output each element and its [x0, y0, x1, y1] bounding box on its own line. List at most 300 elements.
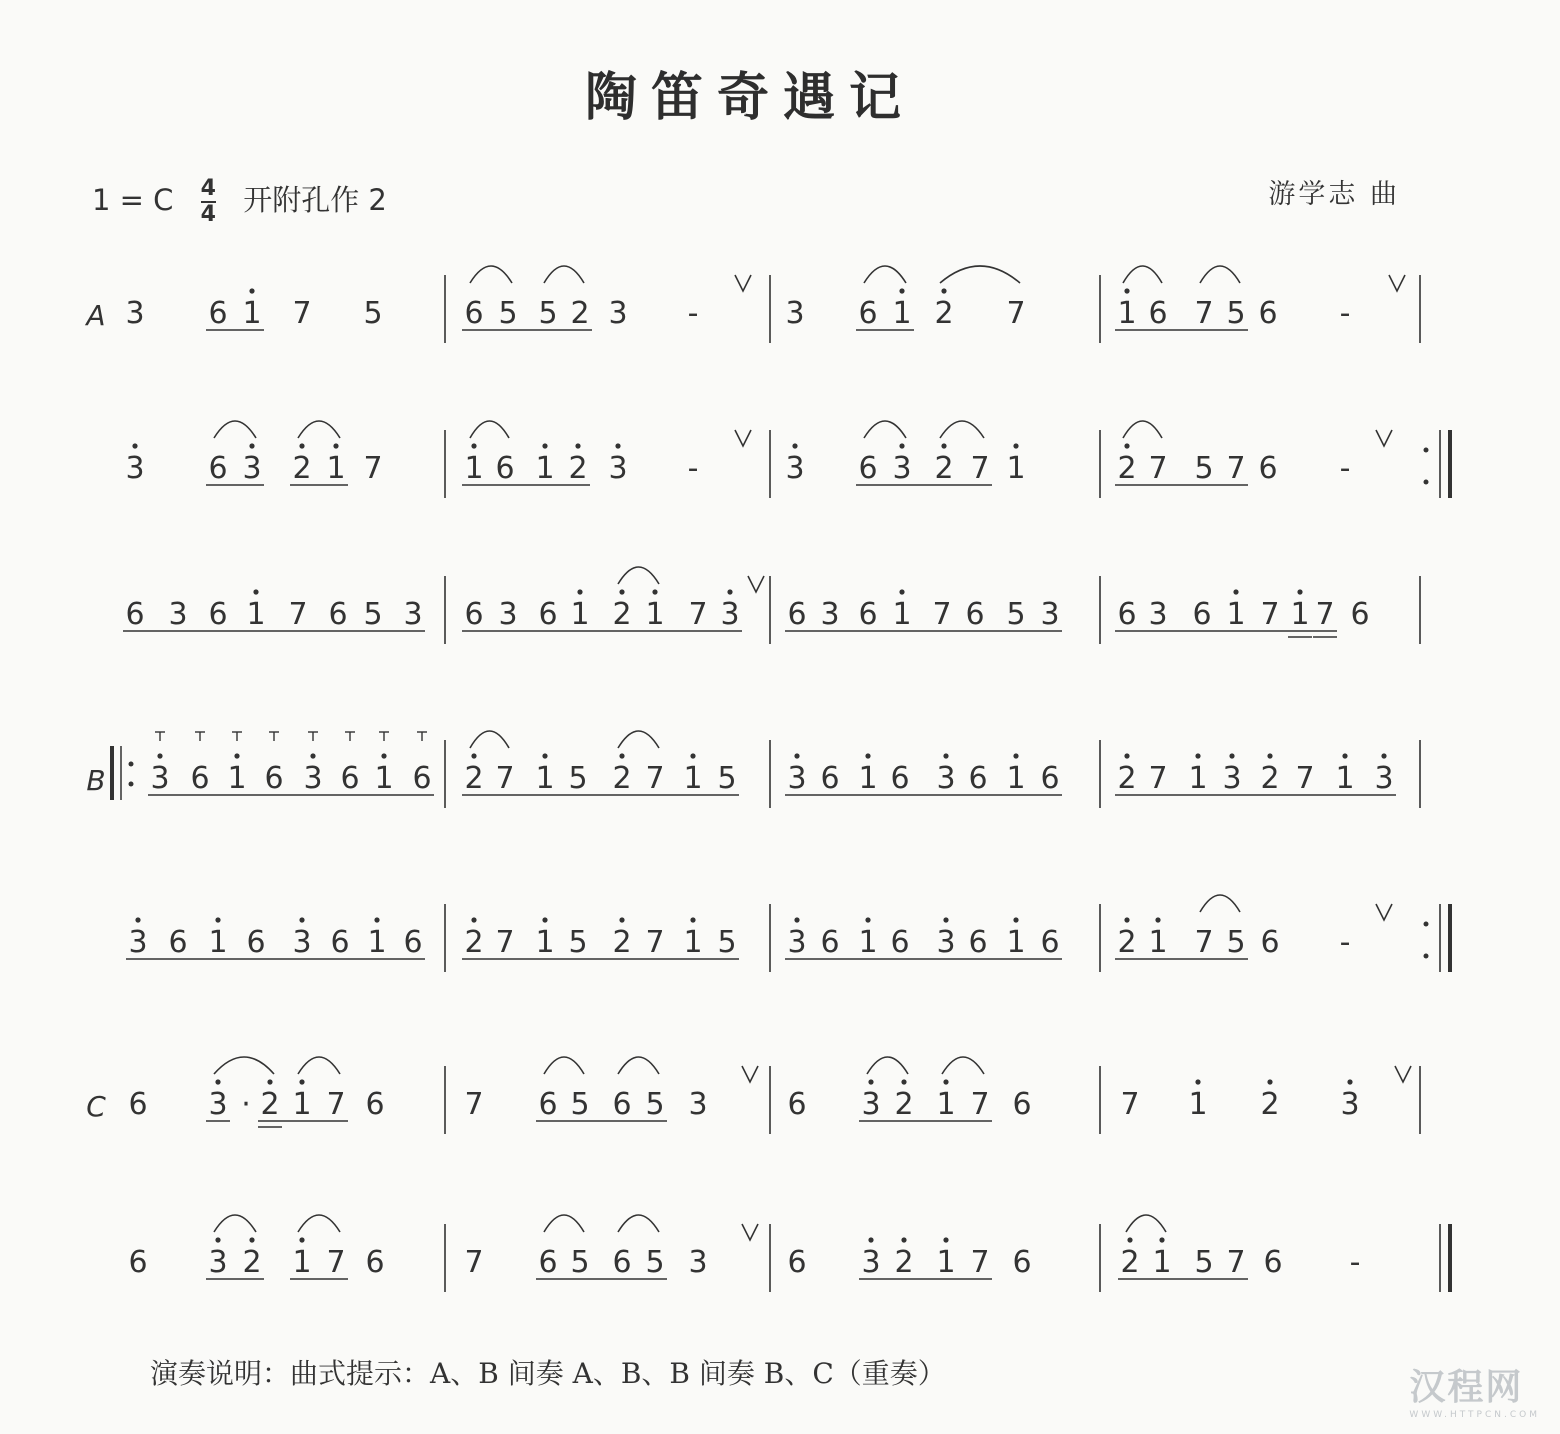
note: 1 [292, 1087, 312, 1122]
octave-dot [381, 753, 386, 758]
note: 7 [326, 1087, 346, 1122]
note: 7 [932, 597, 952, 632]
note: 7 [645, 925, 665, 960]
note: 6 [365, 1245, 385, 1280]
octave-dot [1195, 753, 1200, 758]
note: 1 [1117, 296, 1137, 331]
note: 1 [936, 1245, 956, 1280]
note: 1 [1188, 761, 1208, 796]
slur [618, 1057, 659, 1074]
note: 6 [787, 1245, 807, 1280]
octave-dot [1159, 1237, 1164, 1242]
octave-dot [1013, 917, 1018, 922]
note: 3 [128, 925, 148, 960]
note: 6 [1040, 761, 1060, 796]
octave-dot [943, 1237, 948, 1242]
note: 7 [1226, 451, 1246, 486]
note: 2 [612, 597, 632, 632]
note: 6 [1012, 1245, 1032, 1280]
note: 2 [612, 761, 632, 796]
note: 3 [1340, 1087, 1360, 1122]
octave-dot [943, 753, 948, 758]
note: 1 [1335, 761, 1355, 796]
sustain-dash: - [687, 451, 699, 486]
note: 1 [1006, 925, 1026, 960]
note: 1 [242, 296, 262, 331]
note: 7 [326, 1245, 346, 1280]
note: 2 [934, 296, 954, 331]
octave-dot [865, 753, 870, 758]
note: 3 [292, 925, 312, 960]
note: 6 [365, 1087, 385, 1122]
note: 5 [363, 597, 383, 632]
slur [470, 266, 512, 283]
octave-dot [135, 917, 140, 922]
sustain-dash: - [1349, 1245, 1361, 1280]
slur [298, 1057, 340, 1074]
note: 6 [538, 597, 558, 632]
note: 1 [858, 925, 878, 960]
note: 3 [936, 761, 956, 796]
octave-dot [868, 1079, 873, 1084]
octave-dot [577, 589, 582, 594]
octave-dot [253, 589, 258, 594]
note: 1 [464, 451, 484, 486]
note: 5 [570, 1245, 590, 1280]
repeat-dot [1424, 954, 1429, 959]
note: 6 [1258, 296, 1278, 331]
octave-dot [1124, 443, 1129, 448]
octave-dot [619, 753, 624, 758]
octave-dot [619, 917, 624, 922]
octave-dot [249, 443, 254, 448]
octave-dot [132, 443, 137, 448]
octave-dot [249, 1237, 254, 1242]
octave-dot [865, 917, 870, 922]
note: 6 [330, 925, 350, 960]
octave-dot [1127, 1237, 1132, 1242]
section-label: A [86, 299, 106, 332]
octave-dot [901, 1237, 906, 1242]
slur [544, 1215, 584, 1232]
note: 6 [965, 597, 985, 632]
note: 6 [495, 451, 515, 486]
note: 3 [892, 451, 912, 486]
note: 1 [1226, 597, 1246, 632]
note: 5 [1194, 451, 1214, 486]
note: 7 [363, 451, 383, 486]
octave-dot [899, 589, 904, 594]
octave-dot [868, 1237, 873, 1242]
slur [940, 266, 1020, 283]
note: 3 [1222, 761, 1242, 796]
note: 3 [720, 597, 740, 632]
octave-dot [690, 753, 695, 758]
note: 7 [288, 597, 308, 632]
fingering-hint: 开附孔作 2 [243, 183, 387, 217]
note: 5 [568, 925, 588, 960]
note: 1 [1006, 451, 1026, 486]
note: 6 [1260, 925, 1280, 960]
note: 3 [1040, 597, 1060, 632]
note: 6 [464, 296, 484, 331]
octave-dot [943, 1079, 948, 1084]
note: 7 [645, 761, 665, 796]
note: 6 [403, 925, 423, 960]
note: 7 [1315, 597, 1335, 632]
note: 3 [125, 296, 145, 331]
note: 6 [1263, 1245, 1283, 1280]
octave-dot [1195, 1079, 1200, 1084]
note: 7 [1148, 451, 1168, 486]
note: 1 [645, 597, 665, 632]
note: 3 [688, 1245, 708, 1280]
note: 3 [403, 597, 423, 632]
octave-dot [299, 917, 304, 922]
octave-dot [1124, 917, 1129, 922]
breath-mark [1376, 430, 1392, 446]
sustain-dash: - [1339, 451, 1351, 486]
note: 3 [303, 761, 323, 796]
note: 7 [1148, 761, 1168, 796]
note: 1 [535, 761, 555, 796]
note: 2 [570, 296, 590, 331]
note: 2 [934, 451, 954, 486]
note: 7 [292, 296, 312, 331]
note: 6 [820, 925, 840, 960]
note: 5 [498, 296, 518, 331]
note: 3 [861, 1245, 881, 1280]
note: 1 [1152, 1245, 1172, 1280]
note: 7 [1260, 597, 1280, 632]
octave-dot [943, 917, 948, 922]
octave-dot [299, 443, 304, 448]
note: 2 [1117, 451, 1137, 486]
note: 6 [208, 296, 228, 331]
breath-mark [748, 576, 764, 592]
note: 6 [820, 761, 840, 796]
note: 7 [1120, 1087, 1140, 1122]
note: 6 [208, 451, 228, 486]
slur [214, 421, 256, 438]
note: 2 [1117, 761, 1137, 796]
note: 7 [464, 1087, 484, 1122]
note: 3 [1148, 597, 1168, 632]
octave-dot [542, 917, 547, 922]
octave-dot [471, 917, 476, 922]
slur [940, 421, 984, 438]
note: 6 [264, 761, 284, 796]
note: 6 [328, 597, 348, 632]
note: 2 [568, 451, 588, 486]
octave-dot [249, 288, 254, 293]
note: 6 [858, 451, 878, 486]
note: 6 [787, 597, 807, 632]
octave-dot [690, 917, 695, 922]
note: 6 [208, 597, 228, 632]
slur [1200, 895, 1240, 912]
octave-dot [1155, 917, 1160, 922]
note: 3 [498, 597, 518, 632]
note: 3 [787, 761, 807, 796]
note: 5 [1194, 1245, 1214, 1280]
slur [618, 1215, 659, 1232]
note: 1 [1188, 1087, 1208, 1122]
note: 6 [968, 925, 988, 960]
note: 3 [787, 925, 807, 960]
note: 3 [936, 925, 956, 960]
note: 1 [208, 925, 228, 960]
note: 7 [688, 597, 708, 632]
octave-dot [1124, 288, 1129, 293]
octave-dot [941, 288, 946, 293]
note: 5 [1006, 597, 1026, 632]
note: 1 [367, 925, 387, 960]
octave-dot [157, 753, 162, 758]
breath-mark [742, 1066, 758, 1082]
slur [544, 1057, 584, 1074]
note: 1 [1290, 597, 1310, 632]
repeat-dot [1424, 480, 1429, 485]
note: 1 [892, 296, 912, 331]
note: 6 [538, 1245, 558, 1280]
note: 6 [538, 1087, 558, 1122]
note: 3 [125, 451, 145, 486]
note: 1 [683, 925, 703, 960]
note: 6 [190, 761, 210, 796]
repeat-dot [129, 782, 134, 787]
repeat-dot [1424, 448, 1429, 453]
note: 5 [568, 761, 588, 796]
octave-dot [899, 443, 904, 448]
octave-dot [299, 1237, 304, 1242]
note: 3 [168, 597, 188, 632]
note: 7 [464, 1245, 484, 1280]
note: 6 [1350, 597, 1370, 632]
sustain-dash: - [1339, 925, 1351, 960]
note: 1 [570, 597, 590, 632]
note: 7 [1194, 925, 1214, 960]
time-top: 4 [200, 176, 216, 201]
note: 1 [246, 597, 266, 632]
note: 6 [787, 1087, 807, 1122]
octave-dot [234, 753, 239, 758]
note: 3 [785, 451, 805, 486]
note: 1 [683, 761, 703, 796]
octave-dot [575, 443, 580, 448]
note: 6 [1192, 597, 1212, 632]
slur [864, 266, 906, 283]
note: 3 [150, 761, 170, 796]
note: 6 [168, 925, 188, 960]
slur [298, 1215, 340, 1232]
octave-dot [542, 443, 547, 448]
octave-dot [652, 589, 657, 594]
note: 1 [292, 1245, 312, 1280]
note: 7 [970, 1245, 990, 1280]
octave-dot [794, 917, 799, 922]
note: 3 [1374, 761, 1394, 796]
slur [1200, 266, 1240, 283]
octave-dot [1124, 753, 1129, 758]
note: 2 [242, 1245, 262, 1280]
note: 6 [246, 925, 266, 960]
note: 6 [612, 1087, 632, 1122]
performance-note: 演奏说明：曲式提示：A、B 间奏 A、B、B 间奏 B、C（重奏） [150, 1357, 946, 1390]
octave-dot [542, 753, 547, 758]
octave-dot [310, 753, 315, 758]
octave-dot [1297, 589, 1302, 594]
note: 6 [1258, 451, 1278, 486]
note: 5 [538, 296, 558, 331]
note: 2 [1117, 925, 1137, 960]
slur [867, 1057, 908, 1074]
octave-dot [471, 443, 476, 448]
note: 6 [340, 761, 360, 796]
note: 5 [1226, 925, 1246, 960]
key-signature: 1 = C [92, 183, 174, 217]
breath-mark [742, 1224, 758, 1240]
slur [1123, 421, 1162, 438]
note: 7 [495, 925, 515, 960]
note: 6 [125, 597, 145, 632]
octave-dot [727, 589, 732, 594]
octave-dot [1267, 753, 1272, 758]
section-label: C [86, 1090, 106, 1123]
note: 6 [464, 597, 484, 632]
note: 3 [861, 1087, 881, 1122]
watermark-logo [1409, 1359, 1540, 1420]
octave-dot [899, 288, 904, 293]
note: 6 [612, 1245, 632, 1280]
note: 6 [128, 1245, 148, 1280]
breath-mark [735, 275, 751, 291]
breath-mark [1376, 904, 1392, 920]
note: 7 [1006, 296, 1026, 331]
octave-dot [374, 917, 379, 922]
note: 5 [645, 1087, 665, 1122]
note: 3 [242, 451, 262, 486]
note: 7 [1226, 1245, 1246, 1280]
note: 5 [570, 1087, 590, 1122]
note: 2 [612, 925, 632, 960]
slur [544, 266, 584, 283]
note: 5 [717, 925, 737, 960]
note: 1 [1148, 925, 1168, 960]
slur [942, 1057, 984, 1074]
note: 6 [1040, 925, 1060, 960]
breath-mark [735, 430, 751, 446]
note: 3 [608, 296, 628, 331]
note: 7 [1194, 296, 1214, 331]
note: 6 [858, 296, 878, 331]
octave-dot [1347, 1079, 1352, 1084]
repeat-dot [129, 762, 134, 767]
slur [864, 421, 906, 438]
note: 7 [495, 761, 515, 796]
note: 1 [535, 925, 555, 960]
note: 1 [936, 1087, 956, 1122]
time-bottom: 4 [200, 202, 216, 227]
octave-dot [619, 589, 624, 594]
slur [618, 567, 659, 584]
breath-mark [1395, 1066, 1411, 1082]
octave-dot [1267, 1079, 1272, 1084]
note: 6 [128, 1087, 148, 1122]
note: 1 [227, 761, 247, 796]
slur [618, 731, 659, 748]
note: 6 [1148, 296, 1168, 331]
note: 2 [894, 1087, 914, 1122]
note: 2 [292, 451, 312, 486]
score-title: 陶笛奇遇记 [584, 68, 915, 128]
octave-dot [267, 1079, 272, 1084]
note: 2 [1120, 1245, 1140, 1280]
slur [470, 731, 509, 748]
note: 1 [858, 761, 878, 796]
note: 3 [785, 296, 805, 331]
note: 5 [645, 1245, 665, 1280]
breath-mark [1389, 275, 1405, 291]
octave-dot [215, 1079, 220, 1084]
octave-dot [215, 917, 220, 922]
octave-dot [792, 443, 797, 448]
note: 1 [1006, 761, 1026, 796]
note: 2 [464, 925, 484, 960]
note: 6 [968, 761, 988, 796]
note: 1 [892, 597, 912, 632]
note: 6 [412, 761, 432, 796]
note: 2 [894, 1245, 914, 1280]
note: 1 [326, 451, 346, 486]
slur [1123, 266, 1162, 283]
note: 5 [363, 296, 383, 331]
note: 3 [608, 451, 628, 486]
octave-dot [1229, 753, 1234, 758]
note: 1 [374, 761, 394, 796]
octave-dot [941, 443, 946, 448]
slur [1126, 1215, 1166, 1232]
octave-dot [615, 443, 620, 448]
note: 3 [208, 1087, 228, 1122]
note: 7 [970, 1087, 990, 1122]
composer-credit: 游学志 曲 [1268, 179, 1400, 210]
octave-dot [471, 753, 476, 758]
watermark-text: 汉程网 [1409, 1367, 1524, 1408]
note: 2 [1260, 761, 1280, 796]
sustain-dash: - [687, 296, 699, 331]
note: 7 [970, 451, 990, 486]
note: 6 [1012, 1087, 1032, 1122]
note: 5 [717, 761, 737, 796]
note: · [241, 1087, 251, 1122]
note: 2 [464, 761, 484, 796]
octave-dot [794, 753, 799, 758]
note: 5 [1226, 296, 1246, 331]
note: 6 [1117, 597, 1137, 632]
slur [214, 1057, 274, 1074]
octave-dot [1013, 753, 1018, 758]
octave-dot [215, 1237, 220, 1242]
note: 7 [1295, 761, 1315, 796]
octave-dot [1013, 443, 1018, 448]
octave-dot [901, 1079, 906, 1084]
repeat-dot [1424, 922, 1429, 927]
octave-dot [1381, 753, 1386, 758]
octave-dot [333, 443, 338, 448]
note: 1 [535, 451, 555, 486]
note: 2 [1260, 1087, 1280, 1122]
